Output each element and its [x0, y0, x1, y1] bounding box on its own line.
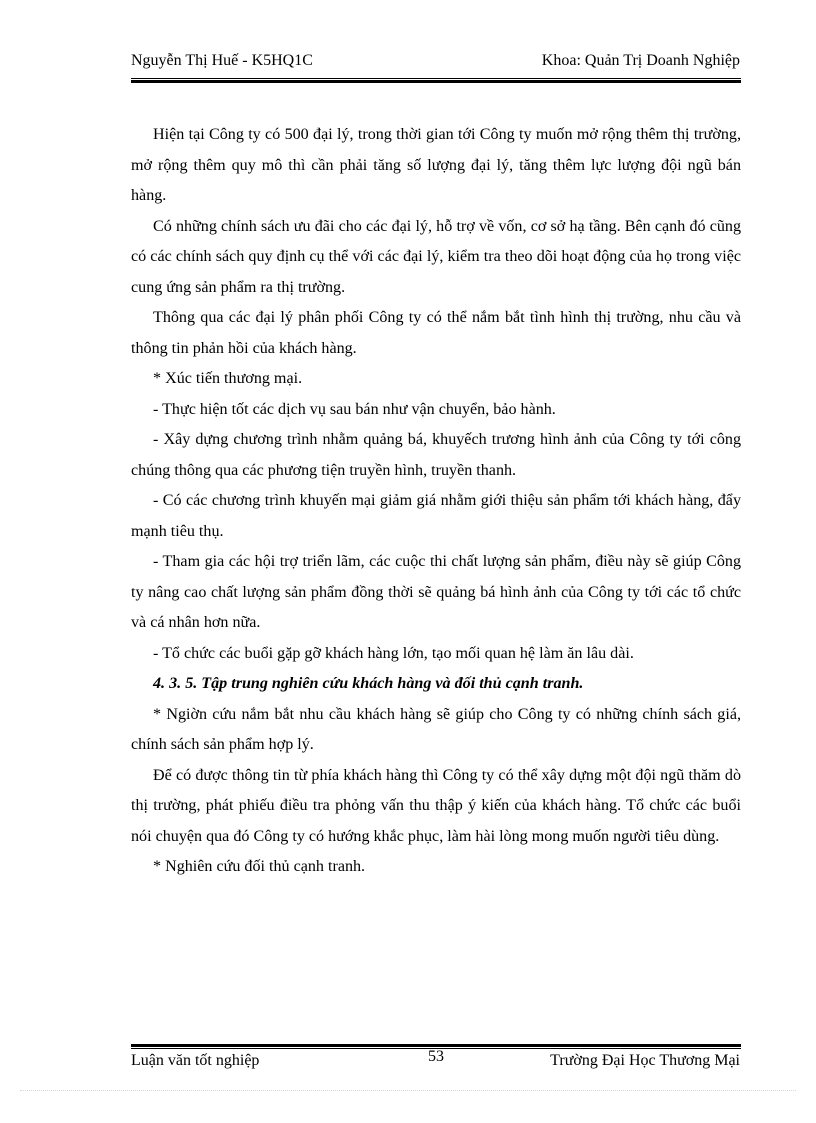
page-number: 53: [428, 1048, 444, 1065]
paragraph: Để có được thông tin từ phía khách hàng thì Công ty có thể xây dựng một đội ngũ thăm dò thị trường, phát phiếu điều tra phỏng vấn thu thập ý kiến của khách hàng. Tổ chức các buổi nói chuyện qua đó Công ty có hướng khắc phục, làm hài lòng mong muốn người tiêu dùng.: [131, 766, 741, 845]
body-text: [131, 120, 741, 883]
paragraph: - Tham gia các hội trợ triển lãm, các cuộc thi chất lượng sản phẩm, điều này sẽ giúp Công ty nâng cao chất lượng sản phẩm đồng thời sẽ quảng bá hình ảnh của Công ty tới các tổ chức và cá nhân hơn nữa.: [131, 553, 741, 631]
header-rule-thick: [131, 80, 741, 83]
footer-rule-thick: [131, 1044, 741, 1047]
paragraph: * Xúc tiến thương mại.: [153, 370, 303, 387]
page-header: [131, 50, 740, 76]
page-bottom-dotted-line: [20, 1090, 796, 1091]
footer-university: Trường Đại Học Thương Mại: [550, 1052, 740, 1069]
header-faculty: Khoa: Quản Trị Doanh Nghiệp: [541, 52, 740, 69]
paragraph: Thông qua các đại lý phân phối Công ty có thể nắm bắt tình hình thị trường, nhu cầu và thông tin phản hồi của khách hàng.: [131, 309, 741, 357]
paragraph: * Ngiờn cứu nắm bắt nhu cầu khách hàng sẽ giúp cho Công ty có những chính sách giá, chính sách sản phẩm hợp lý.: [131, 705, 741, 753]
paragraph: - Có các chương trình khuyến mại giảm giá nhằm giới thiệu sản phẩm tới khách hàng, đẩy mạnh tiêu thụ.: [131, 492, 741, 540]
paragraph: Hiện tại Công ty có 500 đại lý, trong thời gian tới Công ty muốn mở rộng thêm thị trường, mở rộng thêm quy mô thì cần phải tăng số lượng đại lý, tăng thêm lực lượng đội ngũ bán hàng.: [131, 126, 741, 204]
paragraph: - Xây dựng chương trình nhằm quảng bá, khuyếch trương hình ảnh của Công ty tới công chúng thông qua các phương tiện truyền hình, truyền thanh.: [131, 431, 741, 479]
paragraph: - Tổ chức các buổi gặp gỡ khách hàng lớn, tạo mối quan hệ làm ăn lâu dài.: [153, 644, 634, 662]
header-author: Nguyễn Thị Huế - K5HQ1C: [131, 52, 313, 69]
paragraph: Có những chính sách ưu đãi cho các đại lý, hỗ trợ về vốn, cơ sở hạ tầng. Bên cạnh đó cũng có các chính sách quy định cụ thể với các đại lý, kiểm tra theo dõi hoạt động của họ trong việc cung ứng sản phẩm ra thị trường.: [131, 217, 741, 296]
section-heading: 4. 3. 5. Tập trung nghiên cứu khách hàng và đối thủ cạnh tranh.: [153, 675, 584, 692]
paragraph: - Thực hiện tốt các dịch vụ sau bán như vận chuyển, bảo hành.: [153, 400, 556, 418]
footer-thesis-label: Luận văn tốt nghiệp: [131, 1052, 260, 1069]
paragraph: * Nghiên cứu đối thủ cạnh tranh.: [153, 858, 366, 875]
page-footer: [131, 1048, 740, 1074]
header-rule-thin: [131, 78, 741, 79]
